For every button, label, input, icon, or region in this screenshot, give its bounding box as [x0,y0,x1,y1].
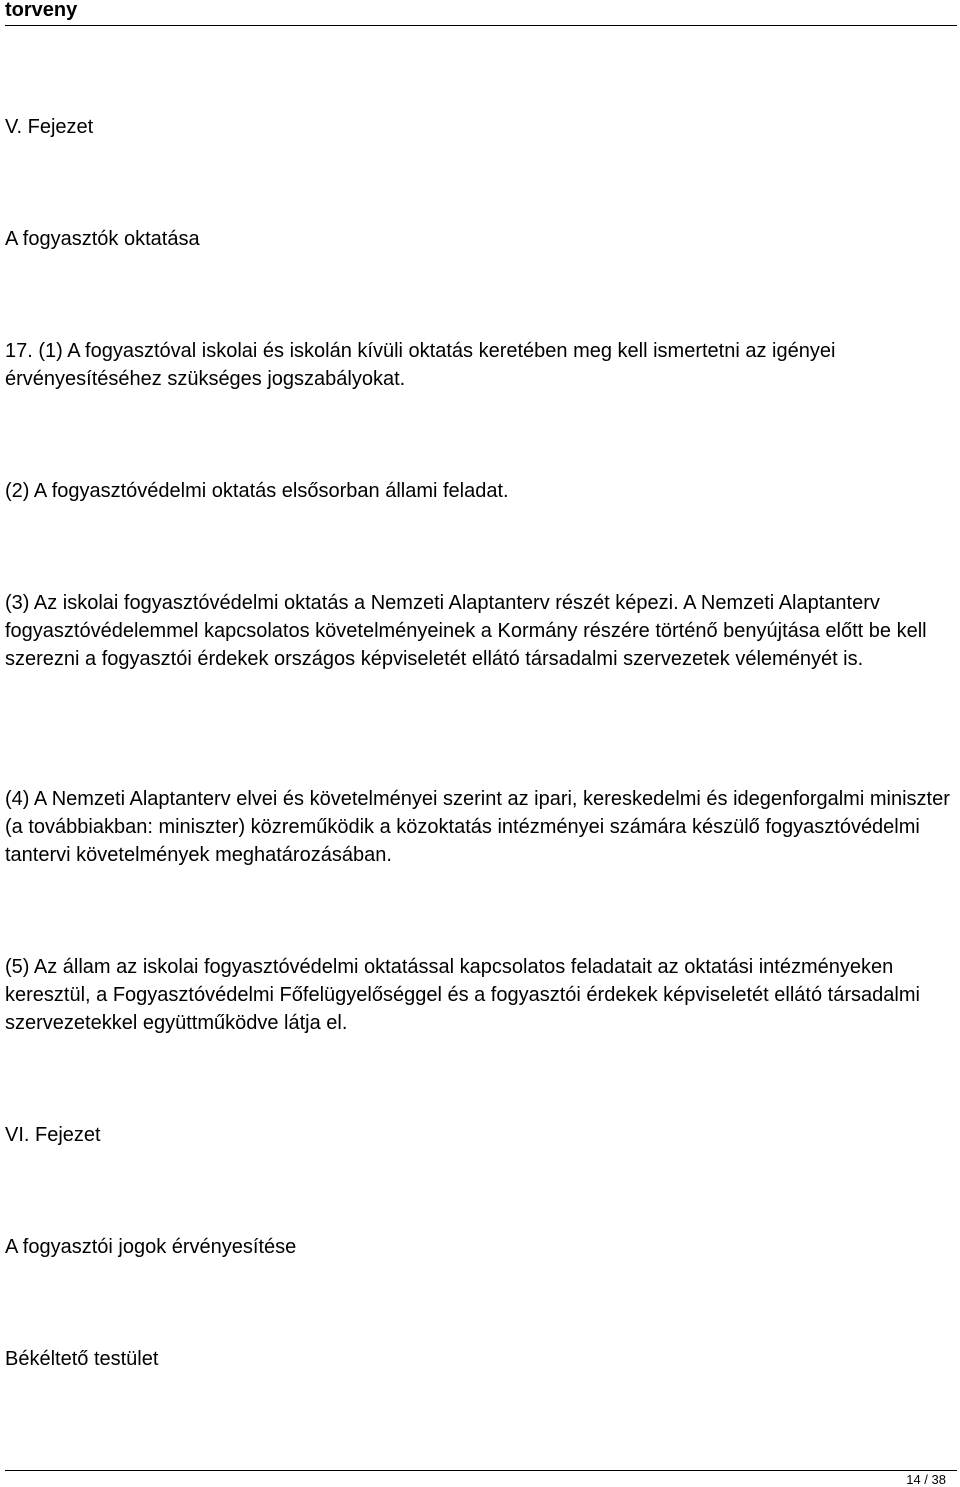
section-17-paragraph-4: (4) A Nemzeti Alaptanterv elvei és követelményei szerint az ipari, kereskedelmi és idegenforgalmi miniszter (a továbbiakban: miniszter) közreműködik a közoktatás intézményei számára készülő fogyasztóvédelmi tantervi követelmények meghatározásában. [5,788,950,866]
document-header-title: torveny [5,0,78,21]
chapter-6-subtitle: A fogyasztói jogok érvényesítése [5,1236,297,1258]
section-17-paragraph-3: (3) Az iskolai fogyasztóvédelmi oktatás a Nemzeti Alaptanterv részét képezi. A Nemzeti Alaptanterv fogyasztóvédelemmel kapcsolatos követelményeinek a Kormány részére történő benyújtása előtt be kell szerezni a fogyasztói érdekek országos képviseletét ellátó társadalmi szervezetek véleményét is. [5,592,927,670]
section-17-paragraph-5: (5) Az állam az iskolai fogyasztóvédelmi oktatással kapcsolatos feladatait az oktatási intézményeken keresztül, a Fogyasztóvédelmi Főfelügyelőséggel és a fogyasztói érdekek képviseletét ellátó társadalmi szervezetekkel együttműködve látja el. [5,956,920,1034]
chapter-5-heading: V. Fejezet [5,116,94,138]
chapter-5-subtitle: A fogyasztók oktatása [5,228,200,250]
page-number: 14 / 38 [906,1472,946,1487]
header-divider [5,25,957,26]
section-17-paragraph-2: (2) A fogyasztóvédelmi oktatás elsősorban állami feladat. [5,480,509,502]
section-title-bekelteto-testulet: Békéltető testület [5,1348,159,1370]
footer-divider [5,1470,957,1471]
chapter-6-heading: VI. Fejezet [5,1124,101,1146]
section-17-paragraph-1: 17. (1) A fogyasztóval iskolai és iskolán kívüli oktatás keretében meg kell ismertetni az igényei érvényesítéséhez szükséges jogszabályokat. [5,340,836,390]
